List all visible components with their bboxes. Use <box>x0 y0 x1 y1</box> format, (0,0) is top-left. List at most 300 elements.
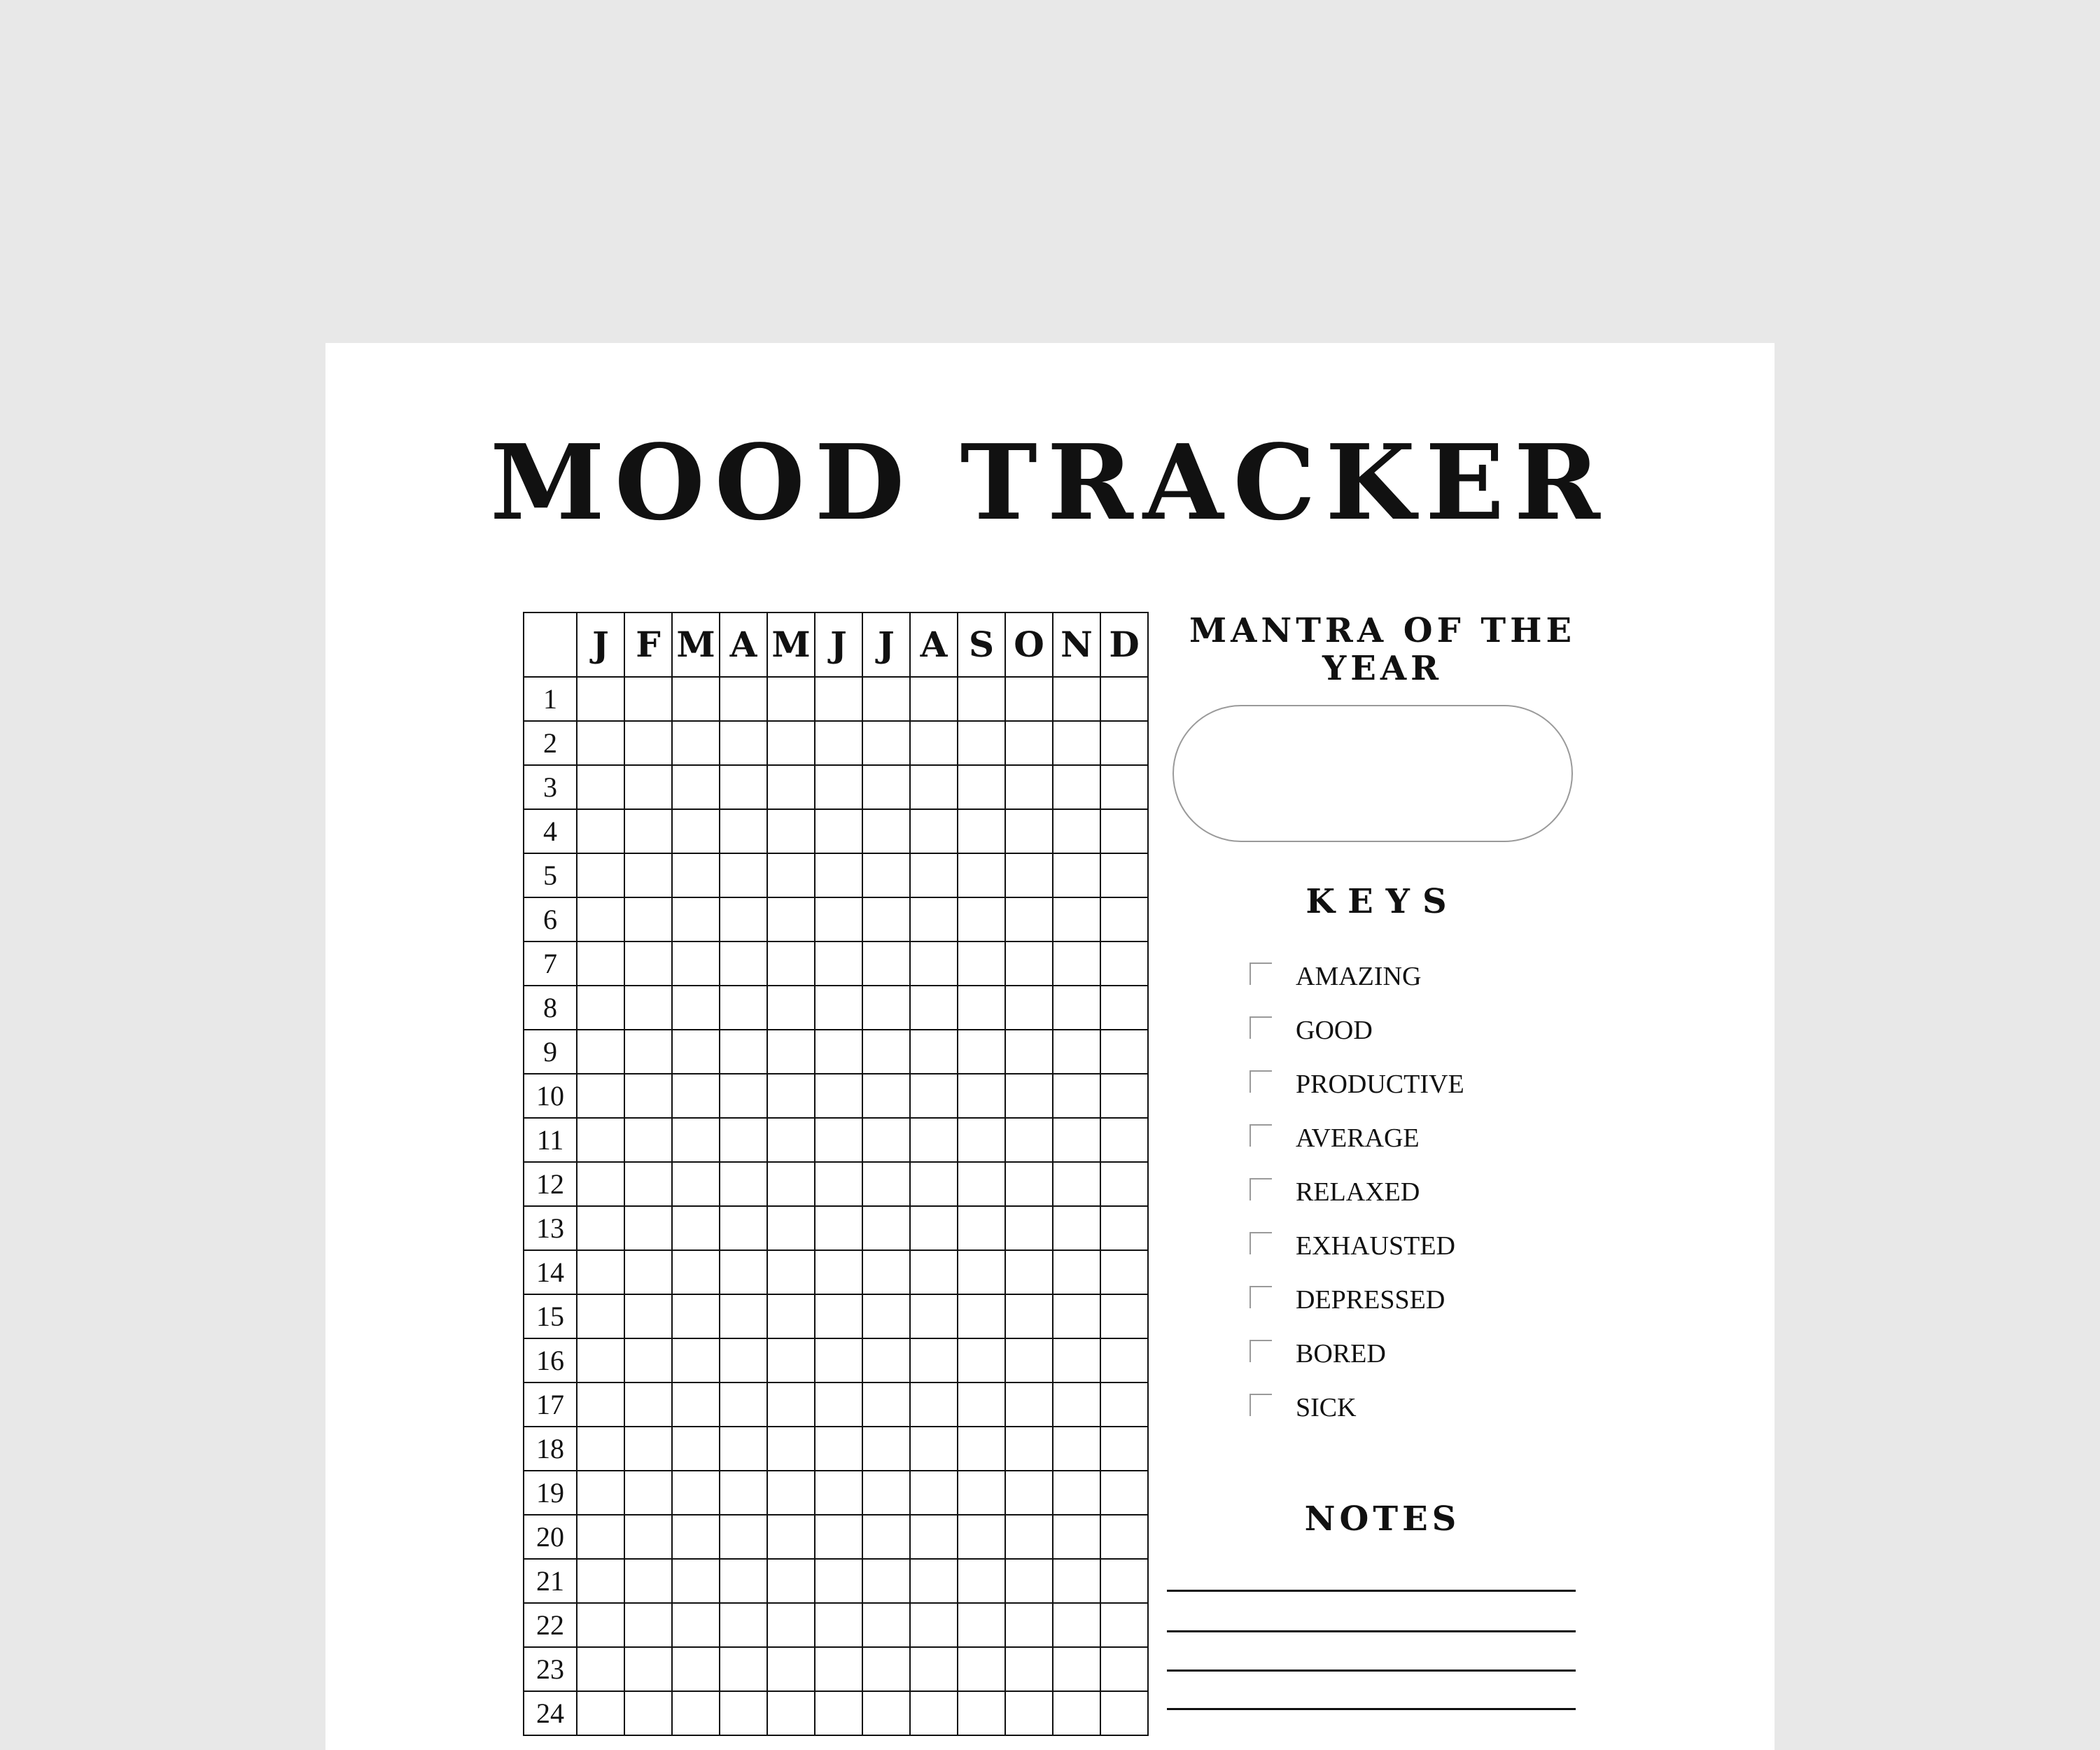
mood-cell[interactable] <box>1100 941 1148 986</box>
mood-cell[interactable] <box>862 1162 910 1206</box>
mood-cell[interactable] <box>720 853 767 897</box>
mood-cell[interactable] <box>767 1427 815 1471</box>
mood-cell[interactable] <box>577 1603 624 1647</box>
mood-cell[interactable] <box>1100 1294 1148 1338</box>
mood-cell[interactable] <box>910 1074 958 1118</box>
mood-cell[interactable] <box>1100 1250 1148 1294</box>
mood-cell[interactable] <box>862 1250 910 1294</box>
mantra-input-box[interactable] <box>1172 705 1573 842</box>
mood-cell[interactable] <box>910 1603 958 1647</box>
mood-cell[interactable] <box>815 1691 862 1735</box>
mood-cell[interactable] <box>720 897 767 941</box>
mood-cell[interactable] <box>910 941 958 986</box>
mood-cell[interactable] <box>672 765 720 809</box>
mood-cell[interactable] <box>958 1250 1005 1294</box>
mood-cell[interactable] <box>910 897 958 941</box>
mood-cell[interactable] <box>577 853 624 897</box>
mood-cell[interactable] <box>1053 1294 1100 1338</box>
mood-cell[interactable] <box>672 1471 720 1515</box>
mood-cell[interactable] <box>624 1030 672 1074</box>
mood-cell[interactable] <box>958 986 1005 1030</box>
mood-cell[interactable] <box>577 677 624 721</box>
mood-cell[interactable] <box>624 941 672 986</box>
mood-cell[interactable] <box>958 809 1005 853</box>
mood-cell[interactable] <box>1005 1603 1053 1647</box>
mood-cell[interactable] <box>815 1559 862 1603</box>
mood-cell[interactable] <box>577 809 624 853</box>
mood-cell[interactable] <box>577 721 624 765</box>
mood-cell[interactable] <box>767 897 815 941</box>
mood-cell[interactable] <box>672 1206 720 1250</box>
mood-cell[interactable] <box>958 1691 1005 1735</box>
mood-cell[interactable] <box>720 1515 767 1559</box>
mood-cell[interactable] <box>577 765 624 809</box>
mood-cell[interactable] <box>624 986 672 1030</box>
mood-cell[interactable] <box>910 853 958 897</box>
key-color-box[interactable] <box>1250 1178 1272 1200</box>
mood-cell[interactable] <box>767 677 815 721</box>
mood-cell[interactable] <box>1005 897 1053 941</box>
mood-cell[interactable] <box>1005 721 1053 765</box>
mood-cell[interactable] <box>958 1294 1005 1338</box>
mood-cell[interactable] <box>767 1162 815 1206</box>
mood-cell[interactable] <box>910 1030 958 1074</box>
mood-cell[interactable] <box>958 1162 1005 1206</box>
mood-cell[interactable] <box>720 677 767 721</box>
mood-cell[interactable] <box>815 1118 862 1162</box>
mood-cell[interactable] <box>1100 1647 1148 1691</box>
mood-cell[interactable] <box>577 1074 624 1118</box>
mood-cell[interactable] <box>1005 986 1053 1030</box>
mood-cell[interactable] <box>1100 809 1148 853</box>
mood-cell[interactable] <box>1053 765 1100 809</box>
mood-cell[interactable] <box>672 1118 720 1162</box>
mood-cell[interactable] <box>958 1030 1005 1074</box>
mood-cell[interactable] <box>672 1030 720 1074</box>
mood-cell[interactable] <box>958 941 1005 986</box>
mood-cell[interactable] <box>815 1471 862 1515</box>
mood-cell[interactable] <box>1053 1162 1100 1206</box>
mood-cell[interactable] <box>1005 1647 1053 1691</box>
mood-cell[interactable] <box>815 986 862 1030</box>
mood-cell[interactable] <box>1100 1559 1148 1603</box>
mood-cell[interactable] <box>1053 1471 1100 1515</box>
mood-cell[interactable] <box>624 1074 672 1118</box>
mood-cell[interactable] <box>1100 1691 1148 1735</box>
key-color-box[interactable] <box>1250 962 1272 985</box>
mood-cell[interactable] <box>862 677 910 721</box>
mood-cell[interactable] <box>1100 677 1148 721</box>
key-color-box[interactable] <box>1250 1394 1272 1416</box>
mood-cell[interactable] <box>624 1647 672 1691</box>
mood-cell[interactable] <box>1100 1515 1148 1559</box>
mood-cell[interactable] <box>767 986 815 1030</box>
mood-cell[interactable] <box>1053 677 1100 721</box>
mood-cell[interactable] <box>1005 765 1053 809</box>
mood-cell[interactable] <box>910 986 958 1030</box>
mood-cell[interactable] <box>672 1382 720 1427</box>
mood-cell[interactable] <box>720 1647 767 1691</box>
mood-cell[interactable] <box>624 1118 672 1162</box>
mood-cell[interactable] <box>1053 721 1100 765</box>
mood-cell[interactable] <box>1100 1162 1148 1206</box>
mood-cell[interactable] <box>767 765 815 809</box>
mood-cell[interactable] <box>1053 941 1100 986</box>
mood-cell[interactable] <box>1100 1118 1148 1162</box>
mood-cell[interactable] <box>958 897 1005 941</box>
mood-cell[interactable] <box>720 809 767 853</box>
key-color-box[interactable] <box>1250 1070 1272 1093</box>
mood-cell[interactable] <box>1053 1515 1100 1559</box>
mood-cell[interactable] <box>624 809 672 853</box>
mood-cell[interactable] <box>1100 853 1148 897</box>
mood-cell[interactable] <box>672 1515 720 1559</box>
notes-line[interactable] <box>1167 1708 1576 1710</box>
mood-cell[interactable] <box>1005 677 1053 721</box>
mood-cell[interactable] <box>1005 1206 1053 1250</box>
mood-cell[interactable] <box>815 1603 862 1647</box>
mood-cell[interactable] <box>958 721 1005 765</box>
mood-cell[interactable] <box>577 1382 624 1427</box>
mood-cell[interactable] <box>767 1030 815 1074</box>
mood-cell[interactable] <box>862 1206 910 1250</box>
mood-cell[interactable] <box>624 677 672 721</box>
mood-cell[interactable] <box>720 1162 767 1206</box>
mood-cell[interactable] <box>910 1294 958 1338</box>
mood-cell[interactable] <box>672 721 720 765</box>
mood-cell[interactable] <box>672 897 720 941</box>
mood-cell[interactable] <box>910 1691 958 1735</box>
mood-cell[interactable] <box>958 1515 1005 1559</box>
mood-cell[interactable] <box>910 1647 958 1691</box>
mood-cell[interactable] <box>862 1338 910 1382</box>
mood-cell[interactable] <box>1005 1471 1053 1515</box>
mood-cell[interactable] <box>767 1559 815 1603</box>
mood-cell[interactable] <box>1100 765 1148 809</box>
mood-cell[interactable] <box>672 809 720 853</box>
mood-cell[interactable] <box>1005 1030 1053 1074</box>
mood-cell[interactable] <box>1053 1030 1100 1074</box>
mood-cell[interactable] <box>577 1647 624 1691</box>
mood-cell[interactable] <box>624 765 672 809</box>
mood-cell[interactable] <box>815 941 862 986</box>
mood-cell[interactable] <box>1005 1559 1053 1603</box>
mood-cell[interactable] <box>720 1118 767 1162</box>
mood-cell[interactable] <box>577 986 624 1030</box>
mood-cell[interactable] <box>910 1338 958 1382</box>
mood-cell[interactable] <box>910 809 958 853</box>
mood-cell[interactable] <box>1005 853 1053 897</box>
mood-cell[interactable] <box>1005 941 1053 986</box>
mood-cell[interactable] <box>1100 1338 1148 1382</box>
mood-cell[interactable] <box>767 1250 815 1294</box>
mood-cell[interactable] <box>815 1382 862 1427</box>
mood-cell[interactable] <box>767 1647 815 1691</box>
mood-cell[interactable] <box>910 1382 958 1427</box>
mood-cell[interactable] <box>767 1206 815 1250</box>
mood-cell[interactable] <box>1053 809 1100 853</box>
mood-cell[interactable] <box>1005 1074 1053 1118</box>
key-color-box[interactable] <box>1250 1340 1272 1362</box>
mood-cell[interactable] <box>862 853 910 897</box>
key-color-box[interactable] <box>1250 1232 1272 1254</box>
key-color-box[interactable] <box>1250 1286 1272 1308</box>
mood-cell[interactable] <box>1053 1603 1100 1647</box>
mood-cell[interactable] <box>862 1427 910 1471</box>
mood-cell[interactable] <box>958 1471 1005 1515</box>
mood-cell[interactable] <box>1100 1030 1148 1074</box>
mood-cell[interactable] <box>1100 1074 1148 1118</box>
mood-cell[interactable] <box>1053 1074 1100 1118</box>
mood-cell[interactable] <box>672 1074 720 1118</box>
mood-cell[interactable] <box>862 897 910 941</box>
mood-cell[interactable] <box>767 853 815 897</box>
mood-cell[interactable] <box>577 897 624 941</box>
mood-cell[interactable] <box>720 1074 767 1118</box>
mood-cell[interactable] <box>910 1206 958 1250</box>
mood-cell[interactable] <box>767 941 815 986</box>
mood-cell[interactable] <box>720 1691 767 1735</box>
mood-cell[interactable] <box>577 1515 624 1559</box>
mood-cell[interactable] <box>1005 1162 1053 1206</box>
mood-cell[interactable] <box>862 1118 910 1162</box>
mood-cell[interactable] <box>958 1382 1005 1427</box>
mood-cell[interactable] <box>1053 897 1100 941</box>
mood-cell[interactable] <box>862 986 910 1030</box>
mood-cell[interactable] <box>624 1250 672 1294</box>
mood-cell[interactable] <box>958 1074 1005 1118</box>
mood-cell[interactable] <box>720 1294 767 1338</box>
mood-cell[interactable] <box>624 853 672 897</box>
mood-cell[interactable] <box>577 1118 624 1162</box>
mood-cell[interactable] <box>577 1691 624 1735</box>
mood-cell[interactable] <box>910 1559 958 1603</box>
mood-cell[interactable] <box>910 721 958 765</box>
mood-cell[interactable] <box>1005 1382 1053 1427</box>
mood-cell[interactable] <box>1005 1691 1053 1735</box>
mood-cell[interactable] <box>958 1427 1005 1471</box>
mood-cell[interactable] <box>862 1559 910 1603</box>
mood-cell[interactable] <box>624 1603 672 1647</box>
mood-cell[interactable] <box>862 1471 910 1515</box>
mood-cell[interactable] <box>815 853 862 897</box>
mood-cell[interactable] <box>815 1250 862 1294</box>
mood-cell[interactable] <box>1005 1427 1053 1471</box>
mood-cell[interactable] <box>862 941 910 986</box>
mood-cell[interactable] <box>862 1691 910 1735</box>
mood-cell[interactable] <box>577 1250 624 1294</box>
mood-cell[interactable] <box>672 1691 720 1735</box>
mood-cell[interactable] <box>577 1294 624 1338</box>
mood-cell[interactable] <box>910 677 958 721</box>
mood-cell[interactable] <box>815 897 862 941</box>
mood-cell[interactable] <box>958 1338 1005 1382</box>
mood-cell[interactable] <box>1053 1206 1100 1250</box>
mood-cell[interactable] <box>862 1030 910 1074</box>
mood-cell[interactable] <box>815 1074 862 1118</box>
mood-cell[interactable] <box>862 809 910 853</box>
mood-cell[interactable] <box>1005 1250 1053 1294</box>
mood-cell[interactable] <box>672 1427 720 1471</box>
mood-cell[interactable] <box>1053 986 1100 1030</box>
key-color-box[interactable] <box>1250 1124 1272 1147</box>
mood-cell[interactable] <box>720 1427 767 1471</box>
mood-cell[interactable] <box>720 1030 767 1074</box>
mood-cell[interactable] <box>815 721 862 765</box>
mood-cell[interactable] <box>767 1074 815 1118</box>
mood-cell[interactable] <box>1053 1338 1100 1382</box>
mood-cell[interactable] <box>767 1338 815 1382</box>
mood-cell[interactable] <box>767 1382 815 1427</box>
mood-cell[interactable] <box>815 809 862 853</box>
mood-cell[interactable] <box>1100 986 1148 1030</box>
mood-cell[interactable] <box>1053 1382 1100 1427</box>
mood-cell[interactable] <box>577 1030 624 1074</box>
mood-cell[interactable] <box>577 1559 624 1603</box>
mood-cell[interactable] <box>672 677 720 721</box>
mood-cell[interactable] <box>720 1559 767 1603</box>
mood-cell[interactable] <box>672 986 720 1030</box>
mood-cell[interactable] <box>767 1471 815 1515</box>
mood-cell[interactable] <box>672 1338 720 1382</box>
mood-cell[interactable] <box>910 1515 958 1559</box>
mood-cell[interactable] <box>767 1603 815 1647</box>
mood-cell[interactable] <box>910 1471 958 1515</box>
mood-cell[interactable] <box>624 1515 672 1559</box>
mood-cell[interactable] <box>624 721 672 765</box>
mood-cell[interactable] <box>862 721 910 765</box>
mood-cell[interactable] <box>720 765 767 809</box>
mood-cell[interactable] <box>815 1206 862 1250</box>
mood-cell[interactable] <box>1053 1559 1100 1603</box>
mood-cell[interactable] <box>720 1250 767 1294</box>
mood-cell[interactable] <box>577 1338 624 1382</box>
mood-cell[interactable] <box>815 1162 862 1206</box>
mood-cell[interactable] <box>1100 1603 1148 1647</box>
mood-cell[interactable] <box>624 1294 672 1338</box>
mood-cell[interactable] <box>767 1118 815 1162</box>
mood-cell[interactable] <box>910 1427 958 1471</box>
mood-cell[interactable] <box>1005 1294 1053 1338</box>
key-color-box[interactable] <box>1250 1016 1272 1039</box>
mood-cell[interactable] <box>958 1118 1005 1162</box>
mood-cell[interactable] <box>767 1294 815 1338</box>
mood-cell[interactable] <box>624 1206 672 1250</box>
mood-cell[interactable] <box>910 1118 958 1162</box>
mood-cell[interactable] <box>815 765 862 809</box>
mood-cell[interactable] <box>815 1427 862 1471</box>
mood-cell[interactable] <box>958 853 1005 897</box>
mood-cell[interactable] <box>577 1471 624 1515</box>
mood-cell[interactable] <box>862 1074 910 1118</box>
mood-cell[interactable] <box>672 1294 720 1338</box>
mood-cell[interactable] <box>767 809 815 853</box>
mood-cell[interactable] <box>672 1603 720 1647</box>
mood-cell[interactable] <box>672 1250 720 1294</box>
mood-cell[interactable] <box>862 765 910 809</box>
notes-line[interactable] <box>1167 1590 1576 1592</box>
mood-cell[interactable] <box>624 1691 672 1735</box>
mood-cell[interactable] <box>1053 1427 1100 1471</box>
mood-cell[interactable] <box>577 1206 624 1250</box>
mood-cell[interactable] <box>1100 721 1148 765</box>
mood-cell[interactable] <box>720 721 767 765</box>
mood-cell[interactable] <box>767 1515 815 1559</box>
mood-cell[interactable] <box>1053 1118 1100 1162</box>
mood-cell[interactable] <box>672 941 720 986</box>
mood-cell[interactable] <box>958 677 1005 721</box>
mood-cell[interactable] <box>1100 1382 1148 1427</box>
mood-cell[interactable] <box>958 765 1005 809</box>
mood-cell[interactable] <box>1053 853 1100 897</box>
mood-cell[interactable] <box>1005 809 1053 853</box>
mood-cell[interactable] <box>672 1559 720 1603</box>
mood-cell[interactable] <box>720 1603 767 1647</box>
mood-cell[interactable] <box>672 853 720 897</box>
mood-cell[interactable] <box>1053 1691 1100 1735</box>
notes-line[interactable] <box>1167 1670 1576 1672</box>
mood-cell[interactable] <box>720 1382 767 1427</box>
mood-cell[interactable] <box>577 1427 624 1471</box>
mood-cell[interactable] <box>1100 1206 1148 1250</box>
mood-cell[interactable] <box>815 1294 862 1338</box>
mood-cell[interactable] <box>862 1647 910 1691</box>
mood-cell[interactable] <box>624 1559 672 1603</box>
mood-cell[interactable] <box>815 1030 862 1074</box>
mood-cell[interactable] <box>720 986 767 1030</box>
mood-cell[interactable] <box>958 1206 1005 1250</box>
mood-cell[interactable] <box>958 1603 1005 1647</box>
mood-cell[interactable] <box>1100 897 1148 941</box>
mood-cell[interactable] <box>862 1382 910 1427</box>
mood-cell[interactable] <box>720 941 767 986</box>
mood-cell[interactable] <box>862 1294 910 1338</box>
mood-cell[interactable] <box>624 1427 672 1471</box>
mood-cell[interactable] <box>958 1647 1005 1691</box>
mood-cell[interactable] <box>672 1162 720 1206</box>
mood-cell[interactable] <box>910 765 958 809</box>
mood-cell[interactable] <box>1005 1515 1053 1559</box>
mood-cell[interactable] <box>767 721 815 765</box>
mood-cell[interactable] <box>624 897 672 941</box>
mood-cell[interactable] <box>720 1338 767 1382</box>
mood-cell[interactable] <box>720 1206 767 1250</box>
mood-cell[interactable] <box>672 1647 720 1691</box>
mood-cell[interactable] <box>1100 1427 1148 1471</box>
mood-cell[interactable] <box>862 1515 910 1559</box>
mood-cell[interactable] <box>862 1603 910 1647</box>
mood-cell[interactable] <box>1100 1471 1148 1515</box>
mood-cell[interactable] <box>624 1162 672 1206</box>
mood-cell[interactable] <box>815 1338 862 1382</box>
mood-cell[interactable] <box>958 1559 1005 1603</box>
mood-cell[interactable] <box>624 1382 672 1427</box>
mood-cell[interactable] <box>767 1691 815 1735</box>
mood-cell[interactable] <box>624 1338 672 1382</box>
mood-cell[interactable] <box>577 941 624 986</box>
mood-cell[interactable] <box>1053 1250 1100 1294</box>
mood-cell[interactable] <box>1053 1647 1100 1691</box>
mood-cell[interactable] <box>910 1250 958 1294</box>
mood-cell[interactable] <box>577 1162 624 1206</box>
mood-cell[interactable] <box>815 1647 862 1691</box>
mood-cell[interactable] <box>910 1162 958 1206</box>
mood-cell[interactable] <box>815 1515 862 1559</box>
mood-cell[interactable] <box>815 677 862 721</box>
mood-cell[interactable] <box>624 1471 672 1515</box>
notes-line[interactable] <box>1167 1630 1576 1632</box>
mood-cell[interactable] <box>1005 1338 1053 1382</box>
